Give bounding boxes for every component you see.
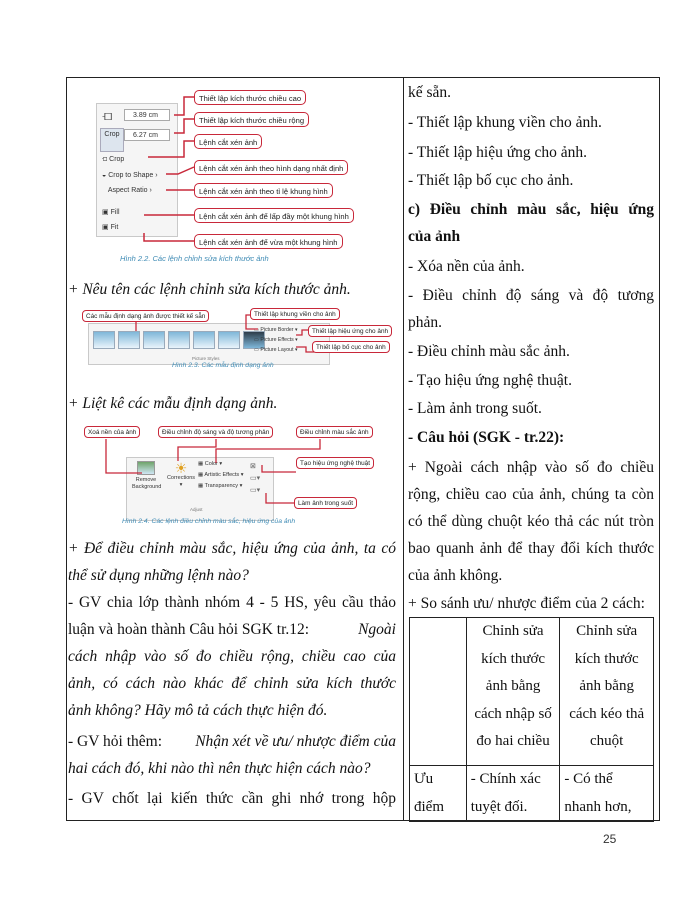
left-line-5: cách nhập vào số đo chiều rộng, chiều cao của (68, 648, 396, 665)
left-line-10: - GV chốt lại kiến thức cần ghi nhớ trong hộp (68, 790, 396, 807)
question-heading: - Câu hỏi (SGK - tr.22): (408, 429, 565, 446)
section-heading-c-cont: của ảnh (408, 228, 461, 245)
picture-effects-button[interactable]: ▭ Picture Effects ▾ (254, 337, 298, 343)
table-header-cell: Chỉnh sửa kích thước ảnh bằng cách nhập số đo hai chiều (466, 618, 560, 766)
right-line-10: - Điều chỉnh màu sắc ảnh. (408, 343, 570, 360)
right-line-4: - Thiết lập bố cục cho ảnh. (408, 172, 574, 189)
corrections-button[interactable]: ☀ Corrections ▾ (166, 460, 196, 488)
left-line-8: - GV hỏi thêm: Nhận xét về ưu/ nhược điểm của (68, 728, 396, 755)
menu-fit[interactable]: ▣ Fit (102, 224, 119, 231)
section-heading-c: c) Điều chỉnh màu sắc, hiệu ứng (408, 201, 654, 218)
menu-crop-to-shape[interactable]: ◒ Crop to Shape › (102, 171, 158, 179)
sun-icon: ☀ (174, 460, 188, 476)
table-row (410, 766, 654, 822)
page-number: 25 (603, 832, 617, 846)
table-cell: - Chính xác tuyệt đối. (466, 766, 560, 822)
caption-2-4: Hình 2.4. Các lệnh điều chỉnh màu sắc, hiệu ứng của ảnh (122, 518, 296, 525)
color-button[interactable]: ▦ Color ▾ (198, 461, 223, 467)
remove-background-button[interactable]: Remove Background (132, 461, 160, 491)
left-line-8-italic: Nhận xét về ưu/ nhược điểm của (195, 733, 396, 750)
table-cell (410, 618, 467, 766)
picture-layout-button[interactable]: ▭ Picture Layout ▾ (254, 347, 298, 353)
transparency-button[interactable]: ▦ Transparency ▾ (198, 483, 243, 489)
callout-picture-border: Thiết lập khung viền cho ảnh (250, 308, 340, 320)
right-line-19: + So sánh ưu/ nhược điểm của 2 cách: (408, 595, 645, 612)
callout-crop: Lệnh cắt xén ảnh (194, 134, 262, 149)
right-line-7: - Xóa nền của ảnh. (408, 258, 525, 275)
left-line-7: ảnh không? Hãy mô tả cách thực hiện đó. (68, 702, 328, 719)
left-line-1: + Để điều chỉnh màu sắc, hiệu ứng của ảnh, ta có (68, 540, 396, 557)
comparison-table (409, 617, 654, 822)
callout-width: Thiết lập kích thước chiều rộng (194, 112, 309, 127)
artistic-effects-button[interactable]: ▦ Artistic Effects ▾ (198, 472, 244, 478)
callout-aspect-ratio: Lệnh cắt xén ảnh theo tỉ lệ khung hình (194, 183, 333, 198)
callout-preset-styles: Các mẫu định dạng ảnh được thiết kế sẵn (82, 310, 209, 322)
width-field[interactable]: 6.27 cm (124, 129, 170, 141)
left-column (66, 77, 403, 821)
caption-2-2: Hình 2.2. Các lệnh chỉnh sửa kích thước ảnh (120, 254, 269, 263)
right-line-9: phản. (408, 314, 443, 331)
callout-artistic-effects: Tạo hiệu ứng nghệ thuật (296, 457, 374, 469)
callout-picture-layout: Thiết lập bố cục cho ảnh (312, 341, 390, 353)
callout-transparency: Làm ảnh trong suốt (294, 497, 357, 509)
callout-fill: Lệnh cắt xén ảnh để lấp đầy một khung hình (194, 208, 354, 223)
right-line-2: - Thiết lập khung viền cho ảnh. (408, 114, 602, 131)
right-line-8: - Điều chỉnh độ sáng và độ tương (408, 287, 654, 304)
adjust-small-icons: ⊠ ▭▾ ▭▾ (250, 463, 261, 494)
picture-border-button[interactable]: ▭ Picture Border ▾ (254, 327, 298, 333)
right-line-16: có thể dùng chuột kéo thả các nút tròn (408, 513, 654, 530)
crop-icon: ⟤ (102, 107, 113, 123)
callout-remove-background: Xoá nền của ảnh (84, 426, 140, 438)
right-line-11: - Tạo hiệu ứng nghệ thuật. (408, 372, 572, 389)
callout-color: Điều chỉnh màu sắc ảnh (296, 426, 373, 438)
right-line-15: rộng, chiều cao của ảnh, chúng ta còn (408, 486, 654, 503)
menu-crop[interactable]: ⟤ Crop (102, 156, 125, 163)
table-row (410, 618, 654, 766)
crop-button[interactable]: Crop (100, 128, 124, 152)
height-field[interactable]: 3.89 cm (124, 109, 170, 121)
left-line-3: - GV chia lớp thành nhóm 4 - 5 HS, yêu cầu thảo (68, 594, 396, 611)
right-line-18: của ảnh không. (408, 567, 503, 584)
table-header-cell: Chỉnh sửa kích thước ảnh bằng cách kéo thả chuột (560, 618, 654, 766)
right-line-1: kế sẵn. (408, 84, 452, 101)
menu-fill[interactable]: ▣ Fill (102, 208, 120, 216)
right-line-17: bao quanh ảnh để thay đổi kích thước (408, 540, 654, 557)
callout-corrections: Điều chỉnh độ sáng và độ tương phản (158, 426, 273, 438)
picture-styles-label: Picture Styles (192, 356, 220, 361)
callout-height: Thiết lập kích thước chiều cao (194, 90, 306, 105)
callout-fit: Lệnh cắt xén ảnh để vừa một khung hình (194, 234, 343, 249)
right-line-3: - Thiết lập hiệu ứng cho ảnh. (408, 144, 587, 161)
adjust-label: Adjust (190, 507, 203, 512)
caption-2-3: Hình 2.3. Các mẫu định dạng ảnh (172, 362, 274, 369)
table-cell: Ưu điểm (410, 766, 467, 822)
right-line-12: - Làm ảnh trong suốt. (408, 400, 542, 417)
question-2: + Liệt kê các mẫu định dạng ảnh. (68, 395, 278, 412)
left-line-2: thể sử dụng những lệnh nào? (68, 567, 249, 584)
menu-aspect-ratio[interactable]: Aspect Ratio › (107, 187, 152, 194)
left-line-9: hai cách đó, khi nào thì nên thực hiện cách nào? (68, 760, 371, 777)
table-cell: - Có thể nhanh hơn, (560, 766, 654, 822)
question-1: + Nêu tên các lệnh chỉnh sửa kích thước ảnh. (68, 281, 351, 298)
left-line-4-italic: Ngoài (358, 621, 396, 638)
callout-picture-effects: Thiết lập hiệu ứng cho ảnh (308, 325, 392, 337)
right-line-14: + Ngoài cách nhập vào số đo chiều (408, 459, 654, 476)
left-line-4: luận và hoàn thành Câu hỏi SGK tr.12: Ngoài (68, 616, 396, 643)
left-line-6: ảnh, có cách nào khác để chỉnh sửa kích thước (68, 675, 396, 692)
callout-crop-to-shape: Lệnh cắt xén ảnh theo hình dạng nhất định (194, 160, 348, 175)
